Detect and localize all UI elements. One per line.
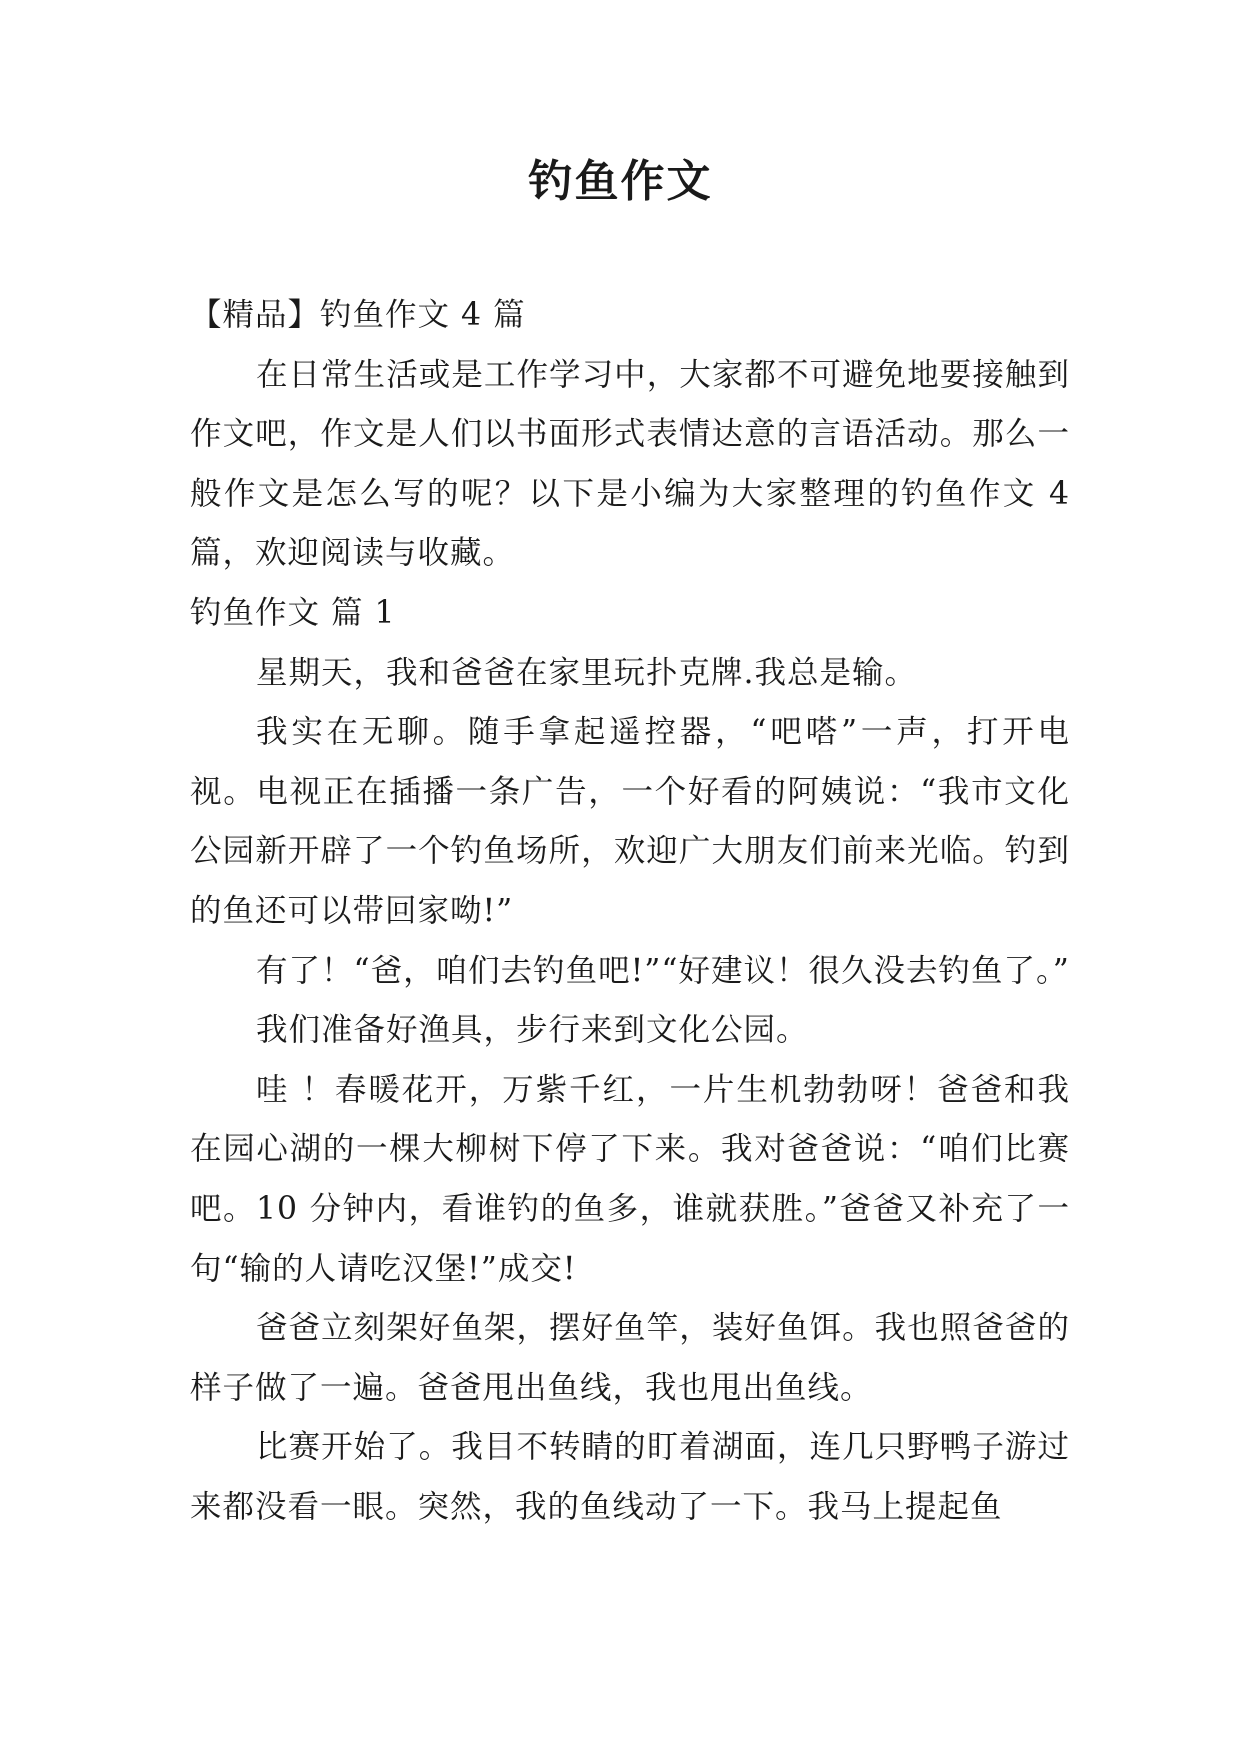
document-title: 钓鱼作文 bbox=[528, 156, 713, 207]
body-paragraph-7: 比赛开始了。我目不转睛的盯着湖面，连几只野鸭子游过来都没看一眼。突然，我的鱼线动了一下。我马上提起鱼 bbox=[190, 1429, 1070, 1525]
body-paragraph-3: 有了！“爸，咱们去钓鱼吧!”“好建议！很久没去钓鱼了。” bbox=[256, 952, 1070, 989]
body-paragraph-2: 我实在无聊。随手拿起遥控器，“吧嗒”一声，打开电视。电视正在插播一条广告，一个好看的阿姨说：“我市文化公园新开辟了一个钓鱼场所，欢迎广大朋友们前来光临。钓到的鱼还可以带回家呦!” bbox=[190, 714, 1070, 929]
body-paragraph-1: 星期天，我和爸爸在家里玩扑克牌.我总是输。 bbox=[256, 654, 918, 691]
document-body bbox=[190, 286, 1070, 1537]
intro-paragraph: 在日常生活或是工作学习中，大家都不可避免地要接触到作文吧，作文是人们以书面形式表情达意的言语活动。那么一般作文是怎么写的呢？以下是小编为大家整理的钓鱼作文 4 篇，欢迎阅读与收藏。 bbox=[190, 356, 1070, 572]
section-heading: 钓鱼作文 篇 1 bbox=[190, 594, 396, 631]
body-paragraph-5: 哇 ！春暖花开，万紫千红，一片生机勃勃呀！爸爸和我在园心湖的一棵大柳树下停了下来。我对爸爸说：“咱们比赛吧。10 分钟内，看谁钓的鱼多，谁就获胜。”爸爸又补充了一句“输的人请吃汉堡!”成交! bbox=[190, 1071, 1070, 1287]
body-paragraph-6: 爸爸立刻架好鱼架，摆好鱼竿，装好鱼饵。我也照爸爸的样子做了一遍。爸爸甩出鱼线，我也甩出鱼线。 bbox=[190, 1310, 1070, 1406]
document-subtitle: 【精品】钓鱼作文 4 篇 bbox=[190, 297, 526, 333]
body-paragraph-4: 我们准备好渔具，步行来到文化公园。 bbox=[256, 1012, 809, 1049]
